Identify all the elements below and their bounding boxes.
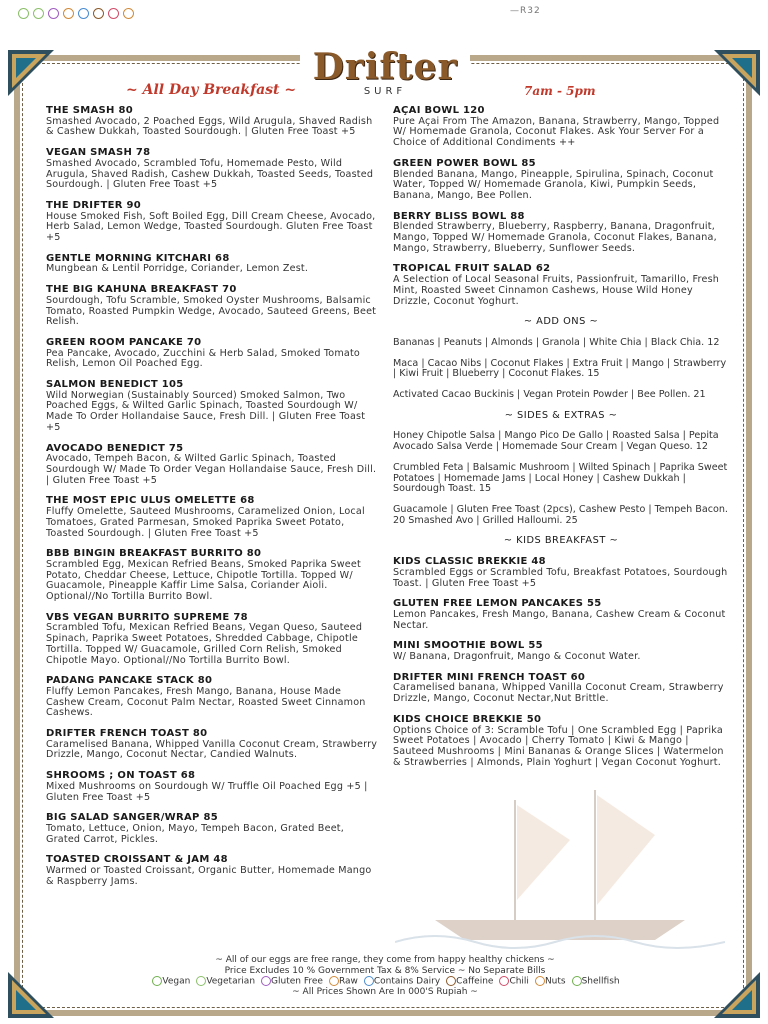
menu-item-name: KIDS CLASSIC BREKKIE 48 <box>393 556 546 568</box>
menu-item-name: THE DRIFTER 90 <box>46 199 142 211</box>
legend-dot-icon <box>446 976 456 986</box>
menu-item-description: Smashed Avocado, 2 Poached Eggs, Wild Arugula, Shaved Radish & Cashew Dukkah, Toasted Sourdough. | Gluten Free Toast +5 <box>46 115 373 138</box>
gluten-free-icon <box>48 8 59 19</box>
menu-item-name: BBB BINGIN BREAKFAST BURRITO 80 <box>46 548 262 560</box>
add-ons-title: ~ ADD ONS ~ <box>523 316 599 328</box>
footer-tax-note: Price Excludes 10 % Government Tax & 8% Service ~ No Separate Bills <box>224 965 546 976</box>
menu-item <box>46 380 380 434</box>
legend-dot-icon <box>152 976 162 986</box>
menu-item <box>46 813 380 845</box>
menu-item-description: Mungbean & Lentil Porridge, Coriander, Lemon Zest. <box>46 263 309 275</box>
menu-code: —R32 <box>510 6 541 16</box>
menu-item <box>46 338 380 370</box>
legend-label: Chili <box>509 976 529 987</box>
vegan-icon <box>18 8 29 19</box>
corner-ornament-icon <box>6 48 56 98</box>
menu-item-name: SALMON BENEDICT 105 <box>46 379 184 391</box>
menu-item-name: AÇAI BOWL 120 <box>393 105 485 116</box>
menu-item-name: AVOCADO BENEDICT 75 <box>46 442 184 454</box>
menu-item-name: THE BIG KAHUNA BREAKFAST 70 <box>46 284 237 296</box>
legend-label: Nuts <box>544 976 566 987</box>
menu-item-description: Scrambled Tofu, Mexican Refried Beans, Vegan Queso, Sauteed Spinach, Paprika Sweet Potatoes, Shredded Cabbage, Chipotle Tortilla. Topped W/ Guacamole, Grilled Corn Relish, Smoked Chipotle Mayo. Optional//No Tortilla Burrito Bowl. <box>46 622 363 666</box>
legend-dot-icon <box>535 976 545 986</box>
legend-dot-icon <box>572 976 582 986</box>
menu-item <box>46 106 380 138</box>
legend-dot-icon <box>196 976 206 986</box>
dairy-icon <box>78 8 89 19</box>
dietary-legend <box>150 976 619 987</box>
menu-item-name: DRIFTER FRENCH TOAST 80 <box>46 728 208 740</box>
kids-title: ~ KIDS BREAKFAST ~ <box>503 535 619 547</box>
menu-item <box>46 613 380 667</box>
legend-entry <box>150 976 190 987</box>
side-line: Crumbled Feta | Balsamic Mushroom | Wilted Spinach | Paprika Sweet Potatoes | Homemade Jams | Local Honey | Cashew Dukkah | Sourdough Toast. 15 <box>393 461 728 495</box>
menu-item <box>393 212 729 255</box>
menu-item-description: Scrambled Eggs or Scrambled Tofu, Breakfast Potatoes, Sourdough Toast. | Gluten Free Toast +5 <box>393 566 728 589</box>
legend-dot-icon <box>499 976 509 986</box>
menu-item <box>46 771 380 803</box>
corner-ornament-icon <box>712 970 762 1020</box>
legend-dot-icon <box>261 976 271 986</box>
menu-item-description: Wild Norwegian (Sustainably Sourced) Smoked Salmon, Two Poached Eggs, & Wilted Garlic Spinach, Toasted Sourdough W/ Made To Order Hollandaise Sauce, Fresh Dill. | Gluten Free Toast +5 <box>46 389 366 433</box>
menu-item <box>46 855 380 887</box>
menu-item-name: THE SMASH 80 <box>46 105 133 116</box>
legend-entry <box>194 976 255 987</box>
footer-eggs-note: ~ All of our eggs are free range, they come from happy healthy chickens ~ <box>215 955 555 965</box>
menu-item <box>46 201 380 244</box>
menu-item-description: Caramelised banana, Whipped Vanilla Coconut Cream, Strawberry Drizzle, Mango, Coconut Nectar,Nut Brittle. <box>393 682 724 705</box>
corner-ornament-icon <box>6 970 56 1020</box>
add-on-line: Bananas | Peanuts | Almonds | Granola | White Chia | Black Chia. 12 <box>393 336 720 348</box>
menu-item-description: Options Choice of 3: Scramble Tofu | One Scrambled Egg | Paprika Sweet Potatoes | Avocado | Cherry Tomato | Kiwi & Mango | Sauteed Mushrooms | Mini Bananas & Orange Slices | Watermelon & Strawberries | Almonds, Plain Yoghurt | Vegan Coconut Yoghurt. <box>393 724 724 768</box>
menu-item <box>393 673 729 705</box>
caffeine-icon <box>93 8 104 19</box>
legend-label: Caffeine <box>456 976 494 987</box>
menu-item <box>393 159 729 202</box>
corner-ornament-icon <box>712 48 762 98</box>
menu-footer <box>60 955 710 998</box>
menu-item-description: House Smoked Fish, Soft Boiled Egg, Dill Cream Cheese, Avocado, Herb Salad, Lemon Wedge, Toasted Sourdough. Gluten Free Toast +5 <box>46 210 376 244</box>
menu-item-name: BIG SALAD SANGER/WRAP 85 <box>46 812 218 824</box>
menu-item-name: GLUTEN FREE LEMON PANCAKES 55 <box>393 598 602 610</box>
legend-entry <box>362 976 440 987</box>
menu-item <box>393 599 729 631</box>
vegetarian-icon <box>33 8 44 19</box>
left-menu-column <box>46 106 380 897</box>
legend-label: Shellfish <box>581 976 620 987</box>
menu-item-name: TROPICAL FRUIT SALAD 62 <box>393 263 551 275</box>
menu-item-name: MINI SMOOTHIE BOWL 55 <box>393 640 543 652</box>
menu-item <box>46 148 380 191</box>
side-line: Guacamole | Gluten Free Toast (2pcs), Cashew Pesto | Tempeh Bacon. 20 Smashed Avo | Grilled Halloumi. 25 <box>393 503 728 526</box>
menu-item-name: GENTLE MORNING KITCHARI 68 <box>46 252 230 264</box>
legend-entry <box>570 976 620 987</box>
menu-item-name: VEGAN SMASH 78 <box>46 147 151 159</box>
menu-item <box>46 676 380 719</box>
legend-label: Vegetarian <box>206 976 256 987</box>
sides-title: ~ SIDES & EXTRAS ~ <box>504 409 618 421</box>
legend-dot-icon <box>329 976 339 986</box>
legend-label: Vegan <box>162 976 191 987</box>
add-on-line: Maca | Cacao Nibs | Coconut Flakes | Extra Fruit | Mango | Strawberry | Kiwi Fruit | Blueberry | Coconut Flakes. 15 <box>393 357 727 380</box>
menu-item-description: Caramelised Banana, Whipped Vanilla Coconut Cream, Strawberry Drizzle, Mango, Coconut Nectar, Candied Walnuts. <box>46 738 378 761</box>
menu-item-description: Blended Banana, Mango, Pineapple, Spirulina, Spinach, Coconut Water, Topped W/ Homemade Granola, Kiwi, Pumpkin Seeds, Banana, Mango, Bee Pollen. <box>393 168 714 201</box>
chili-icon <box>108 8 119 19</box>
right-menu-column <box>393 106 729 778</box>
side-line: Honey Chipotle Salsa | Mango Pico De Gallo | Roasted Salsa | Pepita Avocado Salsa Verde | Homemade Sour Cream | Vegan Queso. 12 <box>393 430 719 453</box>
menu-item-description: Sourdough, Tofu Scramble, Smoked Oyster Mushrooms, Balsamic Tomato, Roasted Pumpkin Wedge, Avocado, Sauteed Greens, Beet Relish. <box>46 294 377 328</box>
opening-hours: 7am - 5pm <box>524 84 596 98</box>
menu-item <box>46 254 380 275</box>
menu-item-name: VBS VEGAN BURRITO SUPREME 78 <box>46 611 248 623</box>
menu-item <box>393 264 729 307</box>
menu-item <box>393 715 729 769</box>
menu-item-name: GREEN ROOM PANCAKE 70 <box>46 336 202 348</box>
menu-item-description: A Selection of Local Seasonal Fruits, Passionfruit, Tamarillo, Fresh Mint, Roasted Sweet Cinnamon Cashews, House Wild Honey Drizzle, Coconut Yoghurt. <box>393 274 720 307</box>
menu-item <box>393 557 729 589</box>
menu-item-description: Blended Strawberry, Blueberry, Raspberry, Banana, Dragonfruit, Mango, Topped W/ Homemade Granola, Coconut Flakes, Banana, Mango, Strawberry, Blueberry, Sunflower Seeds. <box>393 221 717 254</box>
menu-item-name: KIDS CHOICE BREKKIE 50 <box>393 713 542 725</box>
menu-item-description: Tomato, Lettuce, Onion, Mayo, Tempeh Bacon, Grated Beet, Grated Carrot, Pickles. <box>46 822 345 845</box>
logo-subtitle: SURF <box>363 86 407 97</box>
menu-item-name: THE MOST EPIC ULUS OMELETTE 68 <box>46 495 255 507</box>
menu-item <box>46 496 380 539</box>
legend-label: Contains Dairy <box>373 976 441 987</box>
menu-item <box>46 444 380 487</box>
section-title: ~ All Day Breakfast ~ <box>126 82 297 98</box>
legend-label: Raw <box>338 976 358 987</box>
legend-entry <box>259 976 323 987</box>
legend-entry <box>533 976 566 987</box>
menu-item <box>46 285 380 328</box>
menu-item-description: Mixed Mushrooms on Sourdough W/ Truffle Oil Poached Egg +5 | Gluten Free Toast +5 <box>46 780 368 803</box>
raw-icon <box>63 8 74 19</box>
dietary-icons-top <box>18 8 134 19</box>
menu-item <box>393 641 729 662</box>
menu-item-description: Scrambled Egg, Mexican Refried Beans, Smoked Paprika Sweet Potato, Cheddar Cheese, Lettuce, Chipotle Tortilla. Topped W/ Guacamole, Pineapple Kaffir Lime Salsa, Coriander Aioli. Optional//No Tortilla Burrito Bowl. <box>46 558 361 603</box>
menu-item-description: Pea Pancake, Avocado, Zucchini & Herb Salad, Smoked Tomato Relish, Lemon Oil Poached Egg. <box>46 347 361 370</box>
nuts-icon <box>123 8 134 19</box>
menu-item-name: DRIFTER MINI FRENCH TOAST 60 <box>393 671 586 683</box>
menu-item-name: GREEN POWER BOWL 85 <box>393 157 536 169</box>
legend-entry <box>444 976 493 987</box>
add-on-line: Activated Cacao Buckinis | Vegan Protein Powder | Bee Pollen. 21 <box>393 389 706 401</box>
menu-item <box>393 106 729 149</box>
menu-item-name: PADANG PANCAKE STACK 80 <box>46 675 213 687</box>
menu-item-name: TOASTED CROISSANT & JAM 48 <box>46 854 228 866</box>
menu-item-description: Fluffy Lemon Pancakes, Fresh Mango, Banana, House Made Cashew Cream, Coconut Palm Nectar, Roasted Sweet Cinnamon Cashews. <box>46 685 366 719</box>
menu-item-description: Fluffy Omelette, Sauteed Mushrooms, Caramelized Onion, Local Tomatoes, Grated Parmesan, Smoked Paprika Sweet Potato, Toasted Sourdough. | Gluten Free Toast +5 <box>46 506 365 539</box>
menu-item-name: SHROOMS ; ON TOAST 68 <box>46 770 196 782</box>
legend-entry <box>497 976 529 987</box>
menu-item <box>46 549 380 603</box>
menu-item-name: BERRY BLISS BOWL 88 <box>393 210 525 222</box>
footer-currency-note: ~ All Prices Shown Are In 000'S Rupiah ~ <box>292 987 478 997</box>
menu-item-description: Smashed Avocado, Scrambled Tofu, Homemade Pesto, Wild Arugula, Shaved Radish, Cashew Dukkah, Toasted Seeds, Toasted Sourdough. | Gluten Free Toast +5 <box>46 157 374 191</box>
menu-item <box>46 729 380 761</box>
menu-item-description: W/ Banana, Dragonfruit, Mango & Coconut Water. <box>393 651 641 663</box>
menu-item-description: Lemon Pancakes, Fresh Mango, Banana, Cashew Cream & Coconut Nectar. <box>393 608 726 631</box>
menu-item-description: Avocado, Tempeh Bacon, & Wilted Garlic Spinach, Toasted Sourdough W/ Made To Order Vegan Hollandaise Sauce, Fresh Dill. | Gluten Free Toast +5 <box>46 453 377 486</box>
legend-entry <box>327 976 358 987</box>
logo-text: Drifter <box>312 46 458 88</box>
menu-item-description: Warmed or Toasted Croissant, Organic Butter, Homemade Mango & Raspberry Jams. <box>46 865 372 887</box>
drifter-logo <box>300 48 470 97</box>
menu-item-description: Pure Açai From The Amazon, Banana, Strawberry, Mango, Topped W/ Homemade Granola, Coconut Flakes. Ask Your Server For a Choice of Additional Condiments ++ <box>393 115 720 149</box>
legend-dot-icon <box>364 976 374 986</box>
sailing-ship-illustration <box>395 780 725 950</box>
legend-label: Gluten Free <box>271 976 323 987</box>
